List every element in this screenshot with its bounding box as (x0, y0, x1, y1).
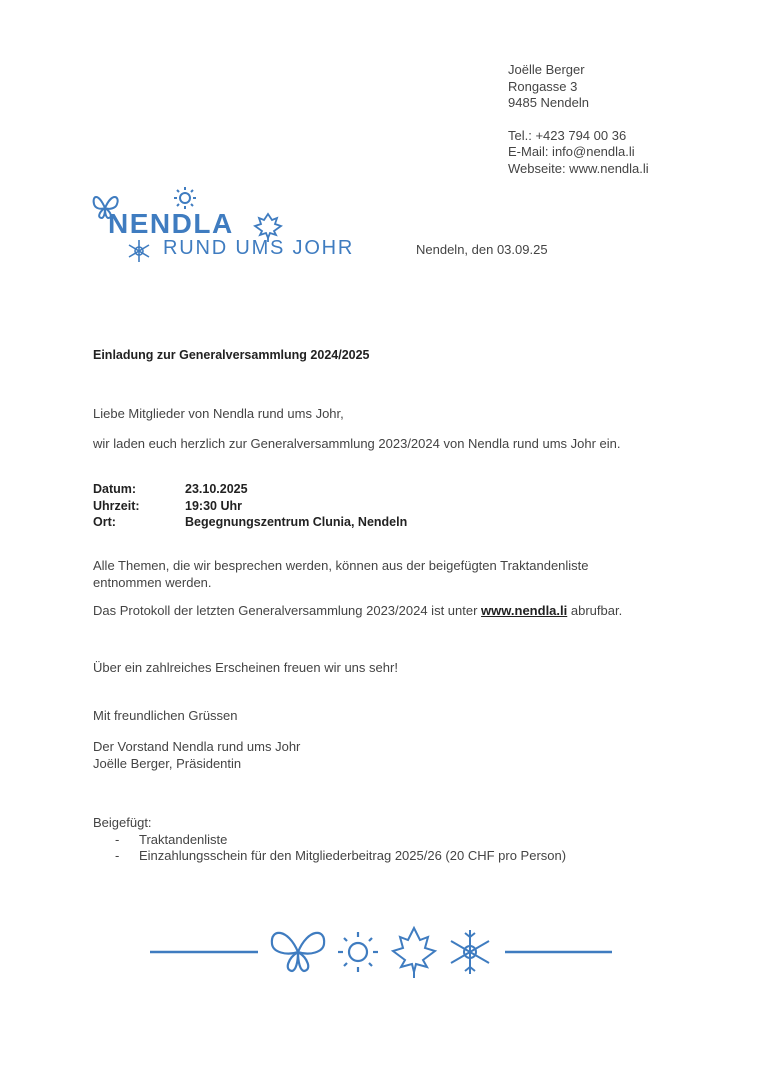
sun-icon (338, 932, 378, 972)
closing-wish: Über ein zahlreiches Erscheinen freuen wir uns sehr! (93, 660, 398, 675)
date-line: Nendeln, den 03.09.25 (416, 242, 548, 257)
detail-label: Ort: (93, 515, 116, 529)
detail-label: Uhrzeit: (93, 498, 140, 513)
detail-row-time (93, 498, 407, 515)
detail-label: Datum: (93, 482, 137, 496)
maple-leaf-icon (393, 928, 435, 978)
attachments-list (93, 832, 566, 865)
list-dash: - (115, 848, 120, 863)
intro-paragraph: wir laden euch herzlich zur Generalversammlung 2023/2024 von Nendla rund ums Johr ein. (93, 436, 621, 451)
event-details (93, 481, 407, 531)
website-link[interactable]: www.nendla.li (481, 603, 568, 618)
sender-address (508, 62, 649, 177)
letter-subject: Einladung zur Generalversammlung 2024/2025 (93, 348, 370, 362)
signature (93, 738, 673, 772)
attachment-label: Traktandenliste (139, 831, 228, 847)
snowflake-icon (129, 240, 149, 262)
sender-phone: Tel.: +423 794 00 36 (508, 127, 627, 143)
sender-city: 9485 Nendeln (508, 95, 589, 110)
detail-value: 19:30 Uhr (185, 498, 242, 513)
sender-name: Joëlle Berger (508, 62, 585, 77)
list-dash: - (115, 831, 120, 847)
sender-website: Webseite: www.nendla.li (508, 160, 649, 176)
topics-paragraph: Alle Themen, die wir besprechen werden, können aus der beigefügten Traktandenliste entnommen werden. (93, 558, 589, 590)
attachments (93, 815, 566, 865)
sun-icon (174, 187, 196, 209)
logo-subtitle: RUND UMS JOHR (163, 237, 355, 259)
protocol-text-after: abrufbar. (567, 603, 623, 618)
greeting: Liebe Mitglieder von Nendla rund ums Johr, (93, 406, 344, 421)
protocol-text-before: Das Protokoll der letzten Generalversammlung 2023/2024 ist unter (93, 603, 482, 618)
attachments-heading: Beigefügt: (93, 815, 152, 830)
sender-email: E-Mail: info@nendla.li (508, 144, 635, 159)
detail-value: 23.10.2025 (185, 482, 248, 496)
regards: Mit freundlichen Grüssen (93, 708, 238, 723)
signature-line-1: Der Vorstand Nendla rund ums Johr (93, 739, 301, 754)
logo-title: NENDLA (108, 208, 234, 239)
list-item (93, 832, 566, 849)
butterfly-icon (272, 933, 324, 971)
nendla-logo (90, 186, 370, 266)
attachment-label: Einzahlungsschein für den Mitgliederbeitrag 2025/26 (20 CHF pro Person) (139, 848, 567, 863)
detail-row-location (93, 514, 407, 531)
detail-row-date (93, 481, 407, 498)
snowflake-icon (451, 930, 489, 974)
protocol-paragraph (93, 602, 673, 619)
signature-line-2: Joëlle Berger, Präsidentin (93, 756, 242, 771)
detail-value: Begegnungszentrum Clunia, Nendeln (185, 515, 408, 529)
list-item (93, 848, 566, 865)
sender-street: Rongasse 3 (508, 78, 578, 94)
footer-decoration (150, 922, 620, 982)
